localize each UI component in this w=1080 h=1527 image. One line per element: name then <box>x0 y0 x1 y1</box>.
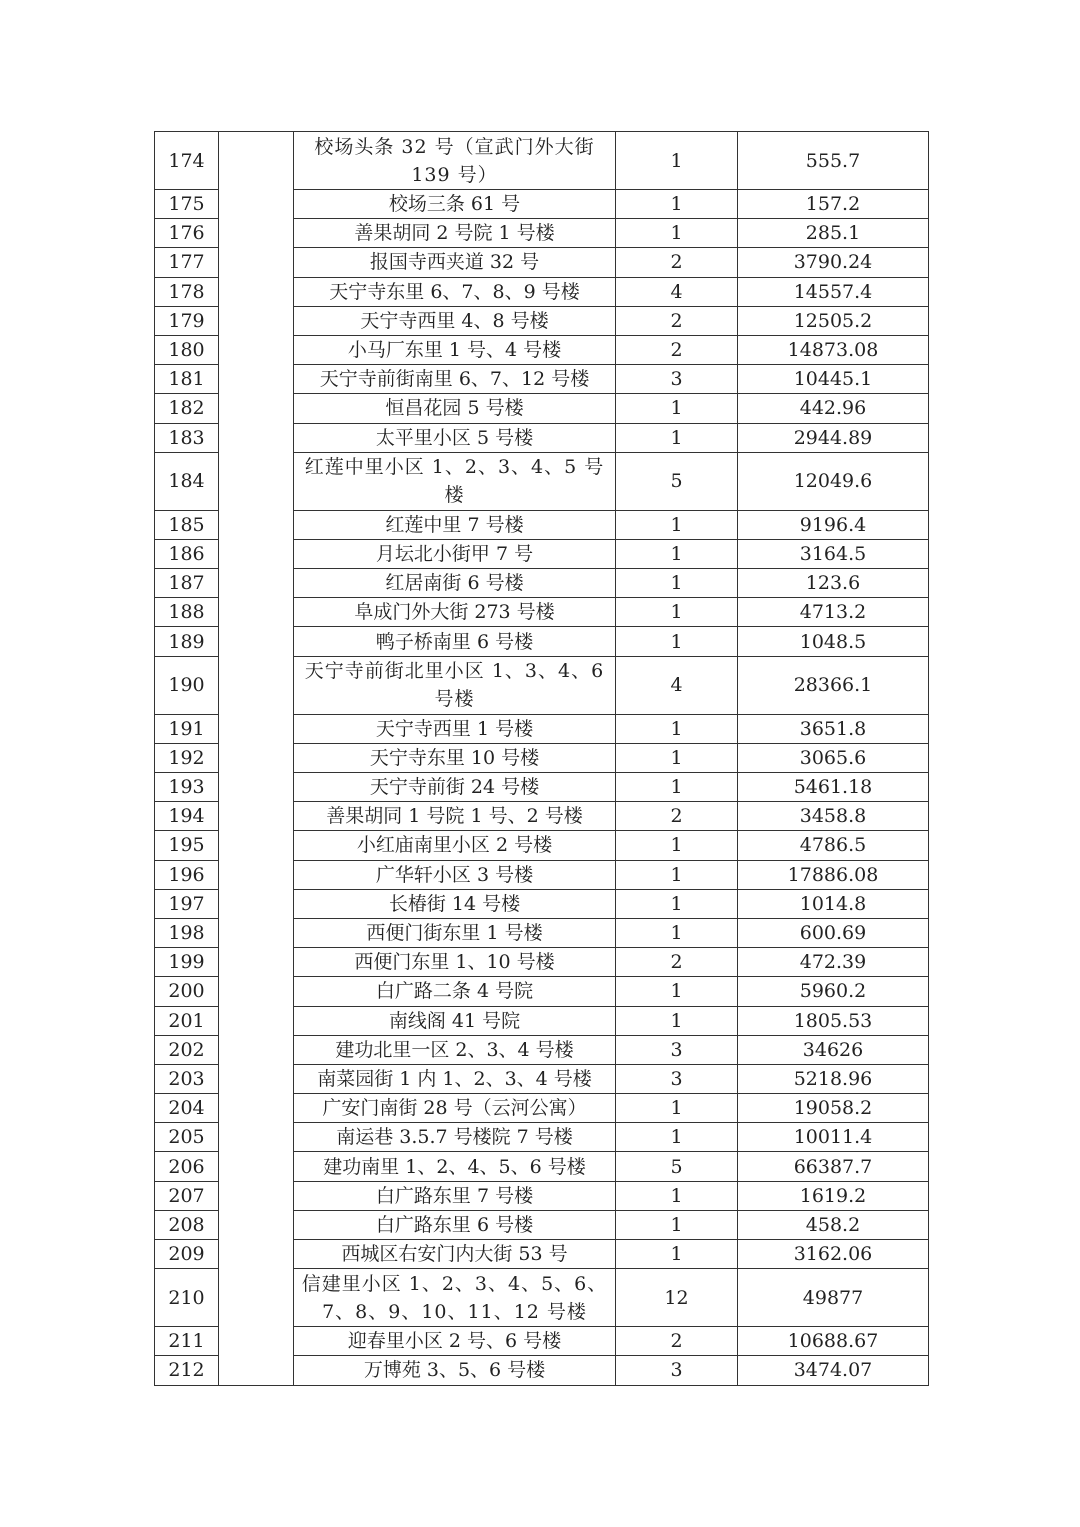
building-count: 2 <box>616 248 738 277</box>
floor-area: 442.96 <box>738 394 929 423</box>
building-name: 红莲中里小区 1、2、3、4、5 号楼 <box>294 452 616 510</box>
row-number: 190 <box>155 656 219 714</box>
row-number: 193 <box>155 773 219 802</box>
floor-area: 157.2 <box>738 190 929 219</box>
floor-area: 5960.2 <box>738 977 929 1006</box>
row-number: 176 <box>155 219 219 248</box>
row-number: 195 <box>155 831 219 860</box>
building-name: 天宁寺前街北里小区 1、3、4、6 号楼 <box>294 656 616 714</box>
building-count: 1 <box>616 1094 738 1123</box>
floor-area: 3065.6 <box>738 743 929 772</box>
floor-area: 2944.89 <box>738 423 929 452</box>
building-name: 阜成门外大街 273 号楼 <box>294 598 616 627</box>
floor-area: 1619.2 <box>738 1181 929 1210</box>
building-count: 1 <box>616 773 738 802</box>
building-count: 1 <box>616 1181 738 1210</box>
floor-area: 555.7 <box>738 132 929 190</box>
building-name: 天宁寺东里 10 号楼 <box>294 743 616 772</box>
row-number: 194 <box>155 802 219 831</box>
building-count: 3 <box>616 1356 738 1385</box>
building-count: 1 <box>616 132 738 190</box>
building-name: 天宁寺东里 6、7、8、9 号楼 <box>294 277 616 306</box>
floor-area: 19058.2 <box>738 1094 929 1123</box>
floor-area: 4713.2 <box>738 598 929 627</box>
building-count: 1 <box>616 860 738 889</box>
building-count: 1 <box>616 918 738 947</box>
building-list-table <box>154 131 929 1386</box>
row-number: 180 <box>155 335 219 364</box>
row-number: 175 <box>155 190 219 219</box>
building-name: 善果胡同 2 号院 1 号楼 <box>294 219 616 248</box>
building-name: 长椿街 14 号楼 <box>294 889 616 918</box>
floor-area: 5218.96 <box>738 1064 929 1093</box>
floor-area: 600.69 <box>738 918 929 947</box>
building-count: 1 <box>616 1123 738 1152</box>
row-number: 184 <box>155 452 219 510</box>
building-count: 2 <box>616 802 738 831</box>
building-count: 1 <box>616 510 738 539</box>
table-row <box>155 132 929 190</box>
building-name: 太平里小区 5 号楼 <box>294 423 616 452</box>
building-name: 白广路东里 7 号楼 <box>294 1181 616 1210</box>
row-number: 198 <box>155 918 219 947</box>
floor-area: 3651.8 <box>738 714 929 743</box>
building-count: 3 <box>616 1064 738 1093</box>
building-count: 2 <box>616 948 738 977</box>
row-number: 200 <box>155 977 219 1006</box>
building-count: 1 <box>616 831 738 860</box>
floor-area: 3458.8 <box>738 802 929 831</box>
building-count: 1 <box>616 977 738 1006</box>
floor-area: 5461.18 <box>738 773 929 802</box>
building-count: 1 <box>616 1210 738 1239</box>
floor-area: 66387.7 <box>738 1152 929 1181</box>
building-count: 3 <box>616 1035 738 1064</box>
row-number: 201 <box>155 1006 219 1035</box>
building-name: 迎春里小区 2 号、6 号楼 <box>294 1327 616 1356</box>
building-count: 1 <box>616 423 738 452</box>
row-number: 177 <box>155 248 219 277</box>
building-name: 红居南街 6 号楼 <box>294 569 616 598</box>
building-count: 1 <box>616 1240 738 1269</box>
row-number: 212 <box>155 1356 219 1385</box>
building-name: 广安门南街 28 号（云河公寓） <box>294 1094 616 1123</box>
row-number: 181 <box>155 365 219 394</box>
building-name: 西便门东里 1、10 号楼 <box>294 948 616 977</box>
floor-area: 34626 <box>738 1035 929 1064</box>
building-count: 1 <box>616 539 738 568</box>
floor-area: 472.39 <box>738 948 929 977</box>
building-name: 校场三条 61 号 <box>294 190 616 219</box>
building-name: 天宁寺西里 1 号楼 <box>294 714 616 743</box>
row-number: 183 <box>155 423 219 452</box>
building-name: 小红庙南里小区 2 号楼 <box>294 831 616 860</box>
building-name: 南运巷 3.5.7 号楼院 7 号楼 <box>294 1123 616 1152</box>
building-name: 西城区右安门内大街 53 号 <box>294 1240 616 1269</box>
floor-area: 4786.5 <box>738 831 929 860</box>
building-count: 1 <box>616 569 738 598</box>
building-name: 红莲中里 7 号楼 <box>294 510 616 539</box>
table-body <box>155 132 929 1386</box>
floor-area: 1805.53 <box>738 1006 929 1035</box>
building-count: 12 <box>616 1269 738 1327</box>
building-name: 小马厂东里 1 号、4 号楼 <box>294 335 616 364</box>
floor-area: 10445.1 <box>738 365 929 394</box>
building-count: 1 <box>616 627 738 656</box>
row-number: 179 <box>155 306 219 335</box>
building-count: 1 <box>616 714 738 743</box>
floor-area: 458.2 <box>738 1210 929 1239</box>
row-number: 211 <box>155 1327 219 1356</box>
floor-area: 10011.4 <box>738 1123 929 1152</box>
building-name: 白广路二条 4 号院 <box>294 977 616 1006</box>
row-number: 188 <box>155 598 219 627</box>
building-name: 校场头条 32 号（宣武门外大街 139 号） <box>294 132 616 190</box>
building-count: 5 <box>616 1152 738 1181</box>
row-number: 204 <box>155 1094 219 1123</box>
building-name: 鸭子桥南里 6 号楼 <box>294 627 616 656</box>
floor-area: 12505.2 <box>738 306 929 335</box>
floor-area: 1048.5 <box>738 627 929 656</box>
building-name: 月坛北小街甲 7 号 <box>294 539 616 568</box>
row-number: 182 <box>155 394 219 423</box>
building-count: 4 <box>616 277 738 306</box>
building-count: 2 <box>616 335 738 364</box>
building-name: 万博苑 3、5、6 号楼 <box>294 1356 616 1385</box>
floor-area: 14873.08 <box>738 335 929 364</box>
building-name: 广华轩小区 3 号楼 <box>294 860 616 889</box>
row-number: 209 <box>155 1240 219 1269</box>
row-number: 174 <box>155 132 219 190</box>
row-number: 178 <box>155 277 219 306</box>
building-count: 2 <box>616 1327 738 1356</box>
floor-area: 12049.6 <box>738 452 929 510</box>
floor-area: 3162.06 <box>738 1240 929 1269</box>
floor-area: 14557.4 <box>738 277 929 306</box>
row-number: 189 <box>155 627 219 656</box>
row-number: 199 <box>155 948 219 977</box>
building-name: 南线阁 41 号院 <box>294 1006 616 1035</box>
building-name: 南菜园街 1 内 1、2、3、4 号楼 <box>294 1064 616 1093</box>
row-number: 197 <box>155 889 219 918</box>
building-count: 4 <box>616 656 738 714</box>
building-count: 1 <box>616 743 738 772</box>
district-cell <box>219 132 294 1386</box>
building-count: 1 <box>616 190 738 219</box>
row-number: 207 <box>155 1181 219 1210</box>
row-number: 196 <box>155 860 219 889</box>
floor-area: 3790.24 <box>738 248 929 277</box>
row-number: 192 <box>155 743 219 772</box>
building-name: 报国寺西夹道 32 号 <box>294 248 616 277</box>
building-name: 天宁寺前街 24 号楼 <box>294 773 616 802</box>
row-number: 186 <box>155 539 219 568</box>
floor-area: 123.6 <box>738 569 929 598</box>
row-number: 203 <box>155 1064 219 1093</box>
row-number: 187 <box>155 569 219 598</box>
floor-area: 1014.8 <box>738 889 929 918</box>
floor-area: 9196.4 <box>738 510 929 539</box>
building-name: 善果胡同 1 号院 1 号、2 号楼 <box>294 802 616 831</box>
floor-area: 28366.1 <box>738 656 929 714</box>
row-number: 206 <box>155 1152 219 1181</box>
row-number: 191 <box>155 714 219 743</box>
building-name: 西便门街东里 1 号楼 <box>294 918 616 947</box>
row-number: 202 <box>155 1035 219 1064</box>
building-count: 1 <box>616 889 738 918</box>
building-name: 天宁寺西里 4、8 号楼 <box>294 306 616 335</box>
building-name: 建功南里 1、2、4、5、6 号楼 <box>294 1152 616 1181</box>
building-count: 2 <box>616 306 738 335</box>
building-name: 白广路东里 6 号楼 <box>294 1210 616 1239</box>
row-number: 210 <box>155 1269 219 1327</box>
building-count: 1 <box>616 598 738 627</box>
row-number: 205 <box>155 1123 219 1152</box>
floor-area: 10688.67 <box>738 1327 929 1356</box>
building-count: 1 <box>616 394 738 423</box>
floor-area: 3474.07 <box>738 1356 929 1385</box>
building-name: 建功北里一区 2、3、4 号楼 <box>294 1035 616 1064</box>
building-count: 3 <box>616 365 738 394</box>
row-number: 208 <box>155 1210 219 1239</box>
building-count: 1 <box>616 1006 738 1035</box>
floor-area: 17886.08 <box>738 860 929 889</box>
floor-area: 285.1 <box>738 219 929 248</box>
floor-area: 3164.5 <box>738 539 929 568</box>
building-name: 恒昌花园 5 号楼 <box>294 394 616 423</box>
floor-area: 49877 <box>738 1269 929 1327</box>
building-name: 天宁寺前街南里 6、7、12 号楼 <box>294 365 616 394</box>
building-name: 信建里小区 1、2、3、4、5、6、7、8、9、10、11、12 号楼 <box>294 1269 616 1327</box>
row-number: 185 <box>155 510 219 539</box>
building-count: 1 <box>616 219 738 248</box>
building-count: 5 <box>616 452 738 510</box>
